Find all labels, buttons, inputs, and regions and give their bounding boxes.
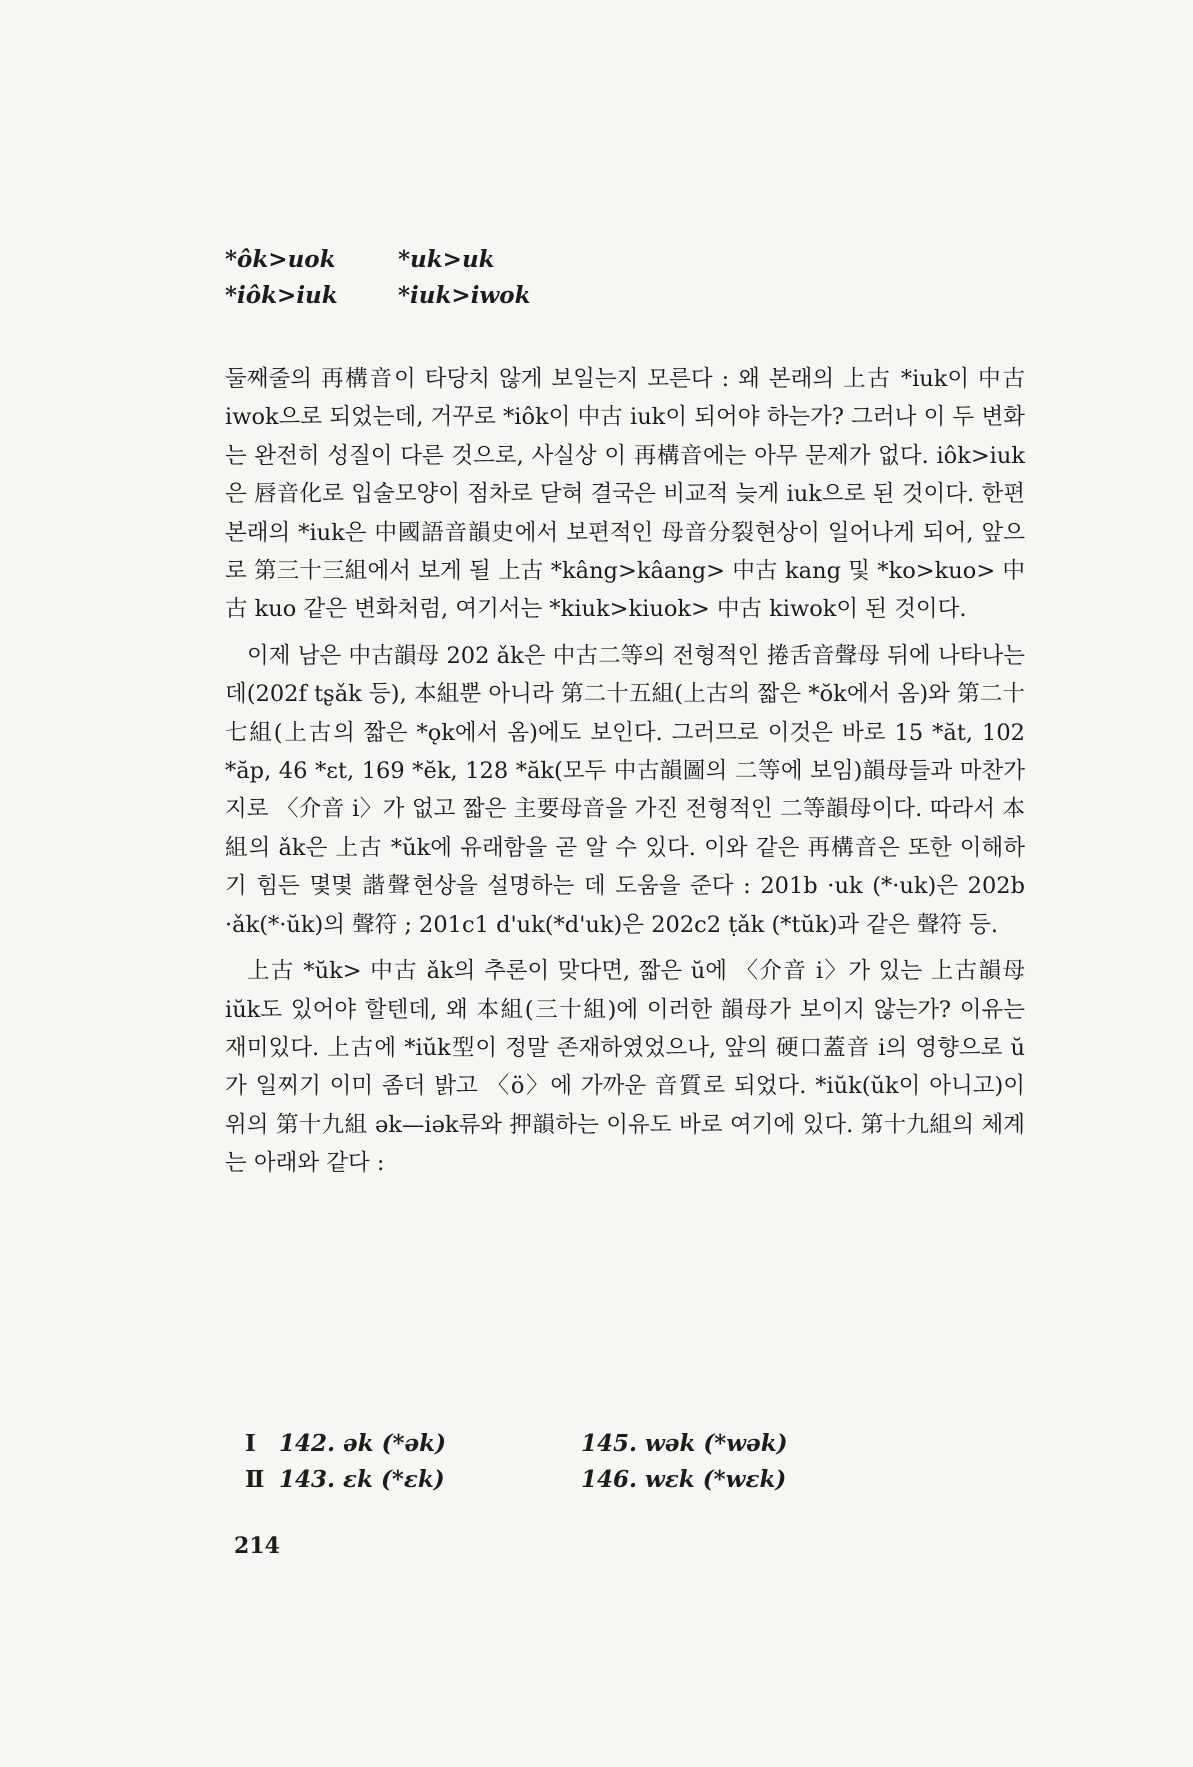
formula-row (225, 282, 571, 318)
rhyme-table (245, 1430, 788, 1502)
formula: *iuk>iwok (398, 282, 531, 309)
table-cell: 146. wɛk (*wɛk) (581, 1466, 787, 1493)
table-row (245, 1466, 788, 1502)
formula: *iôk>iuk (225, 282, 338, 309)
table-cell: 145. wək (*wək) (581, 1430, 788, 1457)
row-roman-numeral: Ⅰ (245, 1430, 256, 1457)
body-text (225, 360, 1025, 1191)
paragraph: 둘째줄의 再構音이 타당치 않게 보일는지 모른다 : 왜 본래의 上古 *iuk이 中古 iwok으로 되었는데, 거꾸로 *iôk이 中古 iuk이 되어야 하는가? 그러나 이 두 변화는 완전히 성질이 다른 것으로, 사실상 이 再構音에는 아무 문제가 없다. iôk>iuk은 唇音化로 입술모양이 점차로 닫혀 결국은 비교적 늦게 iuk으로 된 것이다. 한편 본래의 *iuk은 中國語音韻史에서 보편적인 母音分裂현상이 일어나게 되어, 앞으로 第三十三組에서 보게 될 上古 *kâng>kâang> 中古 kang 및 *ko>kuo> 中古 kuo 같은 변화처럼, 여기서는 *kiuk>kiuok> 中古 kiwok이 된 것이다. (225, 366, 1025, 623)
paragraph: 이제 남은 中古韻母 202 ǎk은 中古二等의 전형적인 捲舌音聲母 뒤에 나타나는데(202f tʂǎk 등), 本組뿐 아니라 第二十五組(上古의 짧은 *ŏk에서 옴)와 第二十七組(上古의 짧은 *ǫk에서 옴)에도 보인다. 그러므로 이것은 바로 15 *ăt, 102 *ăp, 46 *ɛt, 169 *ĕk, 128 *ăk(모두 中古韻圖의 二等에 보임)韻母들과 마찬가지로 〈介音 i〉가 없고 짧은 主要母音을 가진 전형적인 二等韻母이다. 따라서 本組의 ǎk은 上古 *ŭk에 유래함을 곧 알 수 있다. 이와 같은 再構音은 또한 이해하기 힘든 몇몇 諧聲현상을 설명하는 데 도움을 준다 : 201b ·uk (*·uk)은 202b ·ǎk(*·ŭk)의 聲符 ; 201c1 d'uk(*d'uk)은 202c2 ṭǎk (*tŭk)과 같은 聲符 등. (225, 642, 1025, 938)
formula: *ôk>uok (225, 246, 336, 273)
row-roman-numeral: Ⅱ (245, 1466, 265, 1493)
formula-row (225, 246, 571, 282)
formula: *uk>uk (398, 246, 495, 273)
paragraph: 上古 *ŭk> 中古 ǎk의 추론이 맞다면, 짧은 ŭ에 〈介音 i〉가 있는 上古韻母 iŭk도 있어야 할텐데, 왜 本組(三十組)에 이러한 韻母가 보이지 않는가? 이유는 재미있다. 上古에 *iŭk型이 정말 존재하였었으나, 앞의 硬口蓋音 i의 영향으로 ŭ가 일찌기 이미 좀더 밝고 〈ö〉에 가까운 音質로 되었다. *iŭk(ŭk이 아니고)이 위의 第十九組 ək—iək류와 押韻하는 이유도 바로 여기에 있다. 第十九組의 체계는 아래와 같다 : (225, 958, 1025, 1177)
table-row (245, 1430, 788, 1466)
table-cell: 143. ɛk (*ɛk) (279, 1466, 445, 1493)
table-cell: 142. ək (*ək) (279, 1430, 446, 1457)
page-number: 214 (234, 1533, 280, 1559)
sound-change-formulas (225, 246, 571, 318)
